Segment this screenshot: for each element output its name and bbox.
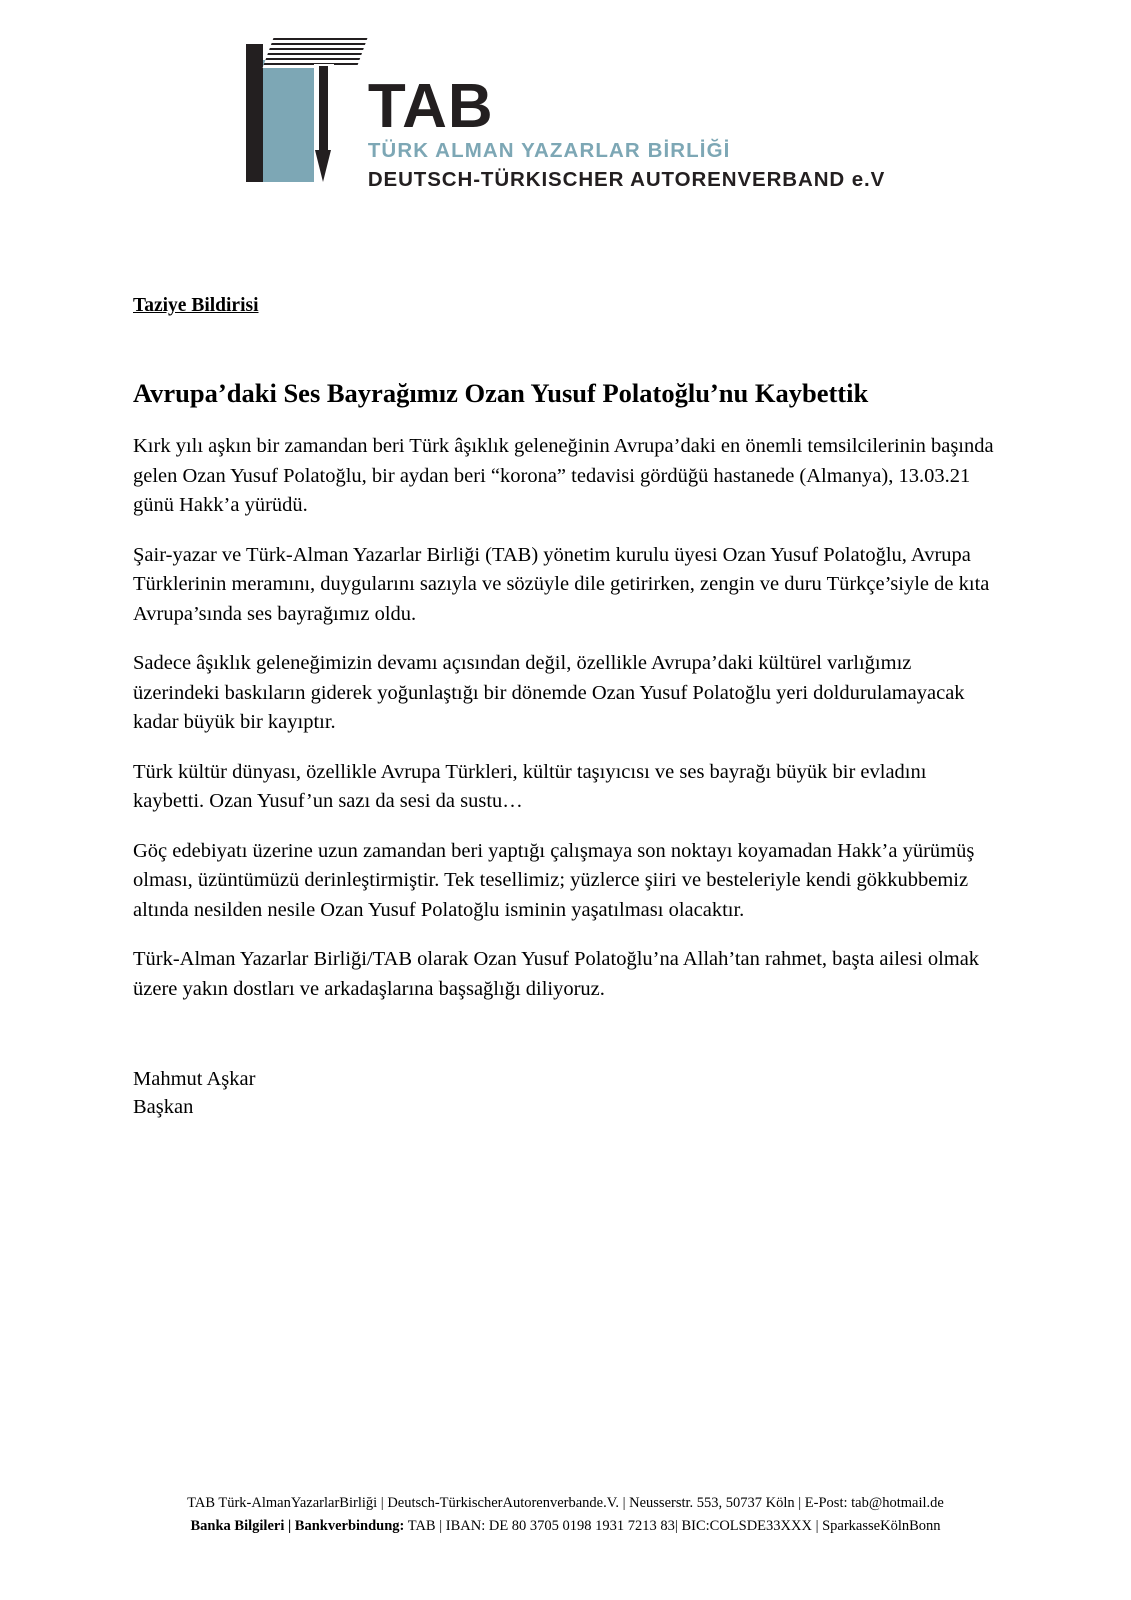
paragraph: Türk-Alman Yazarlar Birliği/TAB olarak Ozan Yusuf Polatoğlu’na Allah’tan rahmet, başta ailesi olmak üzere yakın dostları ve arkadaşlarına başsağlığı diliyoruz. [133, 948, 980, 1000]
logo-name-german: DEUTSCH-TÜRKISCHER AUTORENVERBAND e.V [367, 168, 886, 192]
signature-block [133, 1066, 995, 1121]
logo-acronym: TAB [367, 72, 494, 141]
tab-logo [246, 38, 885, 192]
book-pen-logo-icon [246, 38, 364, 188]
paragraph: Göç edebiyatı üzerine uzun zamandan beri yaptığı çalışmaya son noktayı koyamadan Hakk’a yürümüş olması, üzüntümüzü derinleştirmiştir. Tek tesellimiz; yüzlerce şiiri ve besteleriyle kendi gökkubbemiz altında nesilden nesile Ozan Yusuf Polatoğlu isminin yaşatılması olacaktır. [133, 839, 975, 921]
footer-bank-details: TAB | IBAN: DE 80 3705 0198 1931 7213 83| BIC:COLSDE33XXX | SparkasseKölnBonn [404, 1517, 941, 1534]
letterhead [0, 38, 1131, 192]
signature-name: Mahmut Aşkar [133, 1068, 256, 1091]
paragraph: Sadece âşıklık geleneğimizin devamı açısından değil, özellikle Avrupa’daki kültürel varlığımız üzerindeki baskıların giderek yoğunlaştığı bir dönemde Ozan Yusuf Polatoğlu yeri doldurulamayacak kadar büyük bir kayıptır. [133, 652, 965, 734]
document-body [133, 295, 995, 1122]
document-kicker: Taziye Bildirisi [133, 295, 259, 316]
logo-text-block [368, 38, 885, 192]
signature-role: Başkan [133, 1096, 194, 1119]
logo-name-turkish: TÜRK ALMAN YAZARLAR BİRLİĞİ [367, 139, 731, 163]
paragraph: Kırk yılı aşkın bir zamandan beri Türk âşıklık geleneğinin Avrupa’daki en önemli temsilcilerinin başında gelen Ozan Yusuf Polatoğlu, bir aydan beri “korona” tedavisi gördüğü hastanede (Almanya), 13.03.21 günü Hakk’a yürüdü. [133, 435, 994, 517]
paragraph: Türk kültür dünyası, özellikle Avrupa Türkleri, kültür taşıyıcısı ve ses bayrağı büyük bir evladını kaybetti. Ozan Yusuf’un sazı da sesi da sustu… [133, 760, 927, 813]
page-footer [0, 1492, 1131, 1538]
footer-bank-line [0, 1515, 1131, 1538]
page-title: Avrupa’daki Ses Bayrağımız Ozan Yusuf Polatoğlu’nu Kaybettik [133, 378, 869, 408]
paragraph: Şair-yazar ve Türk-Alman Yazarlar Birliği (TAB) yönetim kurulu üyesi Ozan Yusuf Polatoğlu, Avrupa Türklerinin meramını, duygularını sazıyla ve sözüyle dile getirirken, zengin ve duru Türkçe’siyle de kıta Avrupa’sında ses bayrağımız oldu. [133, 543, 990, 625]
footer-contact-line: TAB Türk-AlmanYazarlarBirliği | Deutsch-TürkischerAutorenverbande.V. | Neusserstr. 553, 50737 Köln | E-Post: tab@hotmail.de [187, 1494, 944, 1511]
footer-bank-label: Banka Bilgileri | Bankverbindung: [190, 1517, 405, 1534]
